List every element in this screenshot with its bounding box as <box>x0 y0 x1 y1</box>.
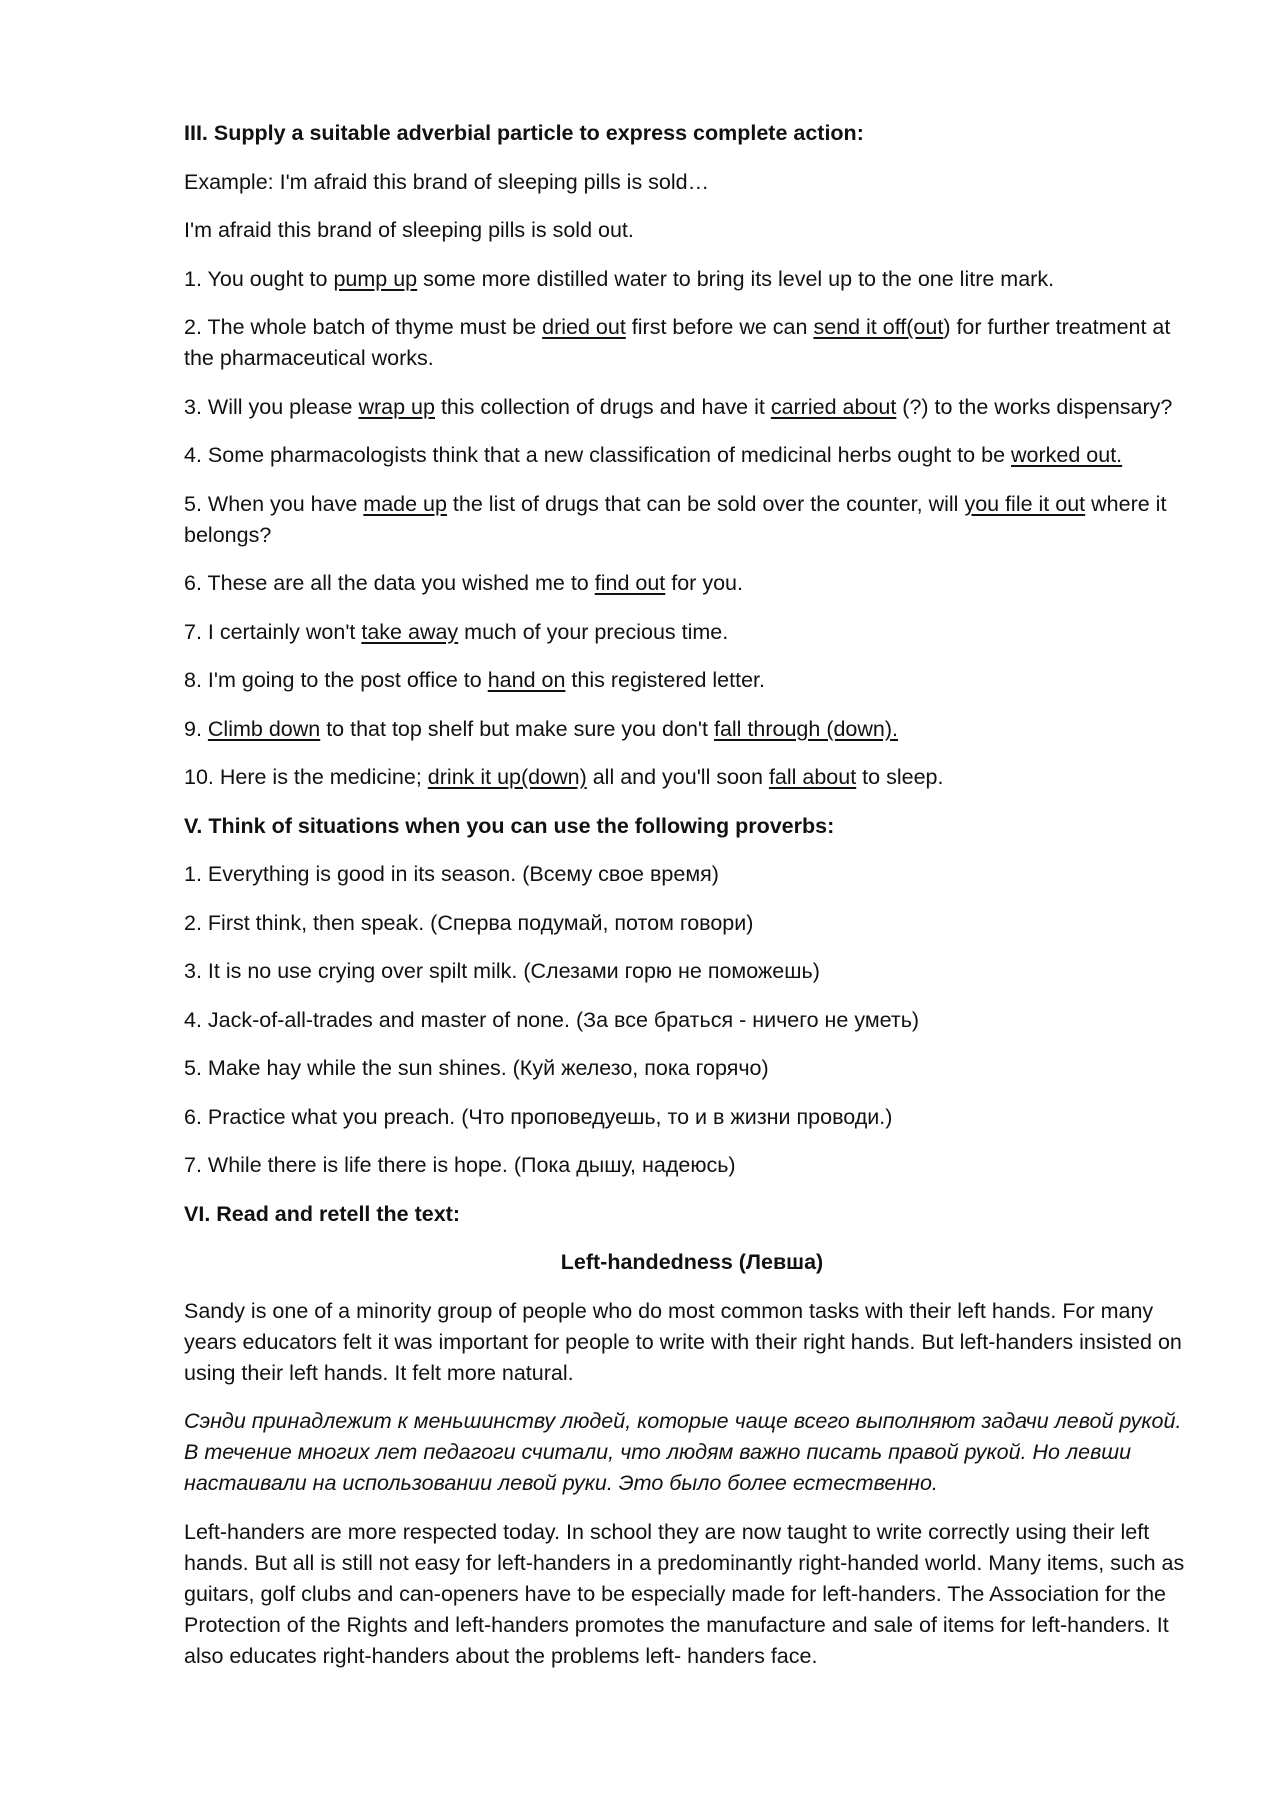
answer-3a: wrap up <box>358 394 435 419</box>
section-3-heading: III. Supply a suitable adverbial particle to express complete action: <box>184 121 864 145</box>
example-line: Example: I'm afraid this brand of sleeping pills is sold… <box>184 169 710 194</box>
answer-8a: hand on <box>487 668 566 692</box>
answer-10b: fall about <box>768 765 857 789</box>
answer-2a: dried out <box>542 315 626 339</box>
section-5-heading: V. Think of situations when you can use the following proverbs: <box>184 813 835 838</box>
exercise-item-7: 7. I certainly won't take away much of your precious time. <box>184 619 729 644</box>
exercise-item-10: 10. Here is the medicine; drink it up(down) all and you'll soon fall about to sleep. <box>184 765 944 789</box>
text-paragraph-1: Sandy is one of a minority group of people who do most common tasks with their left hands. For many years educators felt it was important for people to write with their right hands. But left-handers insisted on using their left hands. It felt more natural. <box>184 1298 1182 1385</box>
answer-5a: made up <box>363 491 447 516</box>
answer-10a: drink it up(down) <box>427 765 587 789</box>
document-page <box>184 118 1200 1689</box>
text-paragraph-1-translation: Сэнди принадлежит к меньшинству людей, которые чаще всего выполняют задачи левой рукой. В течение многих лет педагоги считали, что людям важно писать правой рукой. Но левши настаивали на использовании левой руки. Это было более естественно. <box>184 1409 1182 1495</box>
exercise-item-1: 1. You ought to pump up some more distilled water to bring its level up to the one litre mark. <box>184 266 1055 291</box>
answer-1a: pump up <box>333 266 418 291</box>
answer-9b: fall through (down). <box>713 716 899 741</box>
proverb-item: 5. Make hay while the sun shines. (Куй железо, пока горячо) <box>184 1056 769 1080</box>
answer-6a: find out <box>594 571 666 595</box>
answer-2b: send it off(out <box>813 315 944 339</box>
answer-5b: you file it out <box>964 491 1086 516</box>
proverb-item: 1. Everything is good in its season. (Всему свое время) <box>184 862 719 886</box>
answer-3b: carried about <box>770 394 897 419</box>
proverb-item: 2. First think, then speak. (Сперва подумай, потом говори) <box>184 910 754 935</box>
exercise-item-3: 3. Will you please wrap up this collection of drugs and have it carried about (?) to the works dispensary? <box>184 394 1173 419</box>
exercise-item-9: 9. Climb down to that top shelf but make sure you don't fall through (down). <box>184 716 899 741</box>
exercise-item-4: 4. Some pharmacologists think that a new classification of medicinal herbs ought to be worked out. <box>184 443 1123 467</box>
section-6-heading: VI. Read and retell the text: <box>184 1201 460 1226</box>
answer-7a: take away <box>361 619 459 644</box>
exercise-item-2: 2. The whole batch of thyme must be dried out first before we can send it off(out) for further treatment at the pharmaceutical works. <box>184 315 1171 370</box>
text-paragraph-2: Left-handers are more respected today. In school they are now taught to write correctly using their left hands. But all is still not easy for left-handers in a predominantly right-handed world. Many items, such as guitars, golf clubs and can-openers have to be especially made for left-handers. The Association for the Protection of the Rights and left-handers promotes the manufacture and sale of items for left-handers. It also educates right-handers about the problems left- handers face. <box>184 1519 1185 1668</box>
exercise-item-8: 8. I'm going to the post office to hand on this registered letter. <box>184 668 765 692</box>
answer-9a: Climb down <box>207 716 321 741</box>
proverb-item: 6. Practice what you preach. (Что проповедуешь, то и в жизни проводи.) <box>184 1104 893 1129</box>
proverb-item: 4. Jack-of-all-trades and master of none. (За все браться - ничего не уметь) <box>184 1007 920 1032</box>
proverb-item: 3. It is no use crying over spilt milk. (Слезами горю не поможешь) <box>184 959 820 983</box>
answer-4a: worked out. <box>1011 443 1123 467</box>
exercise-item-5: 5. When you have made up the list of drugs that can be sold over the counter, will you file it out where it belongs? <box>184 491 1167 547</box>
proverb-item: 7. While there is life there is hope. (Пока дышу, надеюсь) <box>184 1153 736 1177</box>
text-title: Left-handedness (Левша) <box>560 1250 824 1274</box>
example-answer: I'm afraid this brand of sleeping pills is sold out. <box>184 218 634 242</box>
exercise-item-6: 6. These are all the data you wished me to find out for you. <box>184 571 743 595</box>
